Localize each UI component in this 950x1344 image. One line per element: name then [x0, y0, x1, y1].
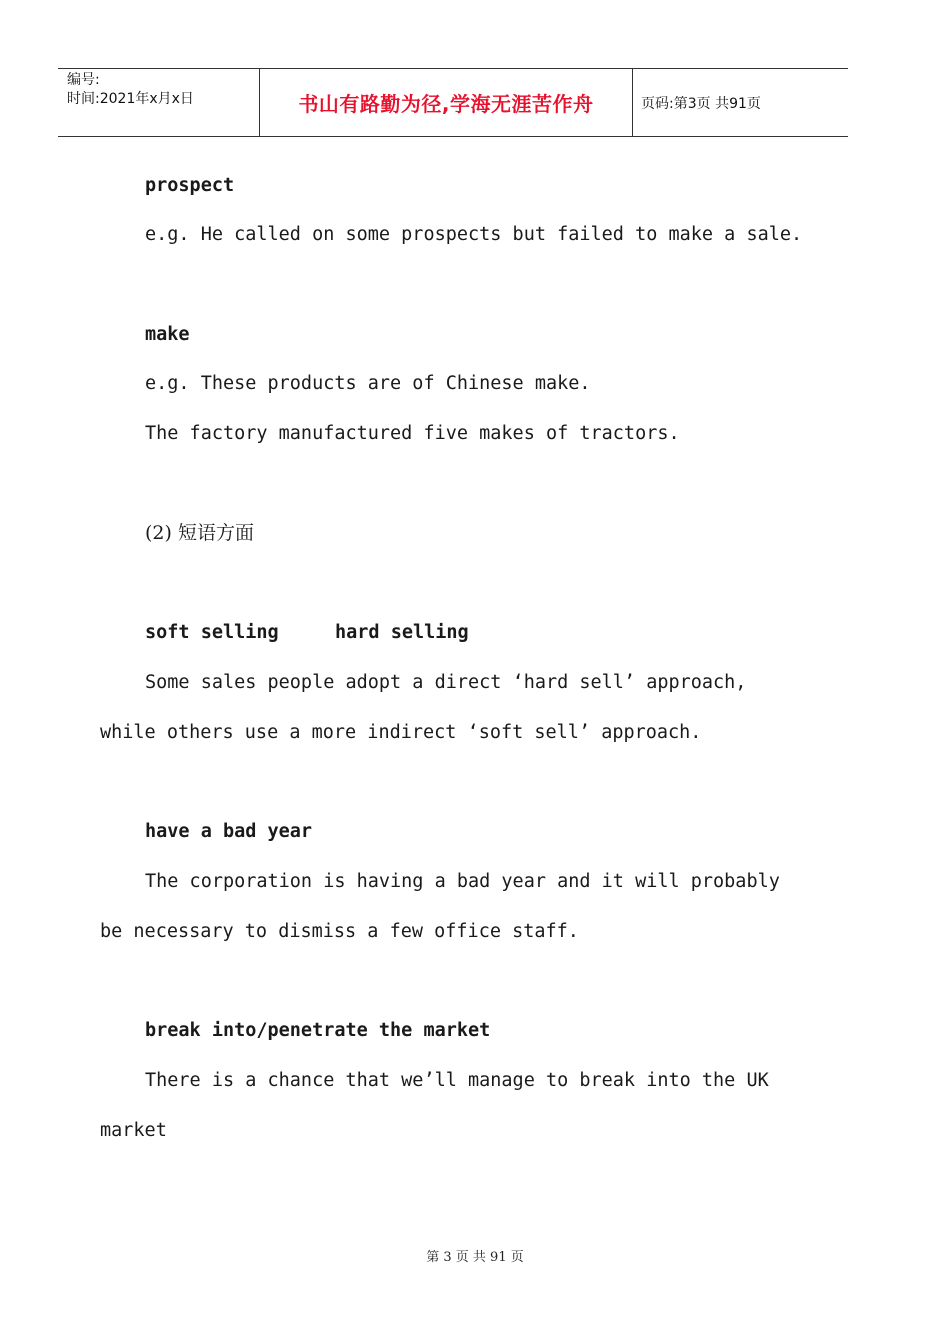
- term-prospect: prospect: [145, 175, 235, 196]
- term-prospect-example: e.g. He called on some prospects but failed to make a sale.: [145, 224, 803, 245]
- selling-example-line-1: Some sales people adopt a direct ‘hard sell’ approach,: [145, 672, 747, 693]
- term-make-example-2: The factory manufactured five makes of tractors.: [145, 423, 680, 444]
- header-page-cell: [633, 69, 848, 136]
- term-soft-selling: soft selling: [145, 622, 279, 643]
- term-make-example-1: e.g. These products are of Chinese make.: [145, 373, 591, 394]
- time-label: 时间:2021年x月x日: [67, 91, 194, 107]
- number-label: 编号:: [67, 72, 100, 88]
- term-break-into-market: break into/penetrate the market: [145, 1020, 491, 1041]
- bad-year-example-line-1: The corporation is having a bad year and it will probably: [145, 871, 780, 892]
- page-footer: 第 3 页 共 91 页: [426, 1250, 524, 1265]
- term-make: make: [145, 324, 190, 345]
- section-heading: (2) 短语方面: [145, 522, 254, 544]
- break-into-example-line-2: market: [100, 1120, 167, 1141]
- bad-year-example-line-2: be necessary to dismiss a few office staff.: [100, 921, 579, 942]
- header-motto-cell: [260, 69, 633, 136]
- term-hard-selling: hard selling: [335, 622, 469, 643]
- term-have-a-bad-year: have a bad year: [145, 821, 313, 842]
- motto-text: 书山有路勤为径,学海无涯苦作舟: [298, 92, 594, 116]
- break-into-example-line-1: There is a chance that we’ll manage to break into the UK: [145, 1070, 769, 1091]
- header-meta-cell: [58, 69, 260, 136]
- document-header: [58, 68, 848, 137]
- page-label: 页码:第3页 共91页: [641, 95, 761, 112]
- selling-example-line-2: while others use a more indirect ‘soft sell’ approach.: [100, 722, 702, 743]
